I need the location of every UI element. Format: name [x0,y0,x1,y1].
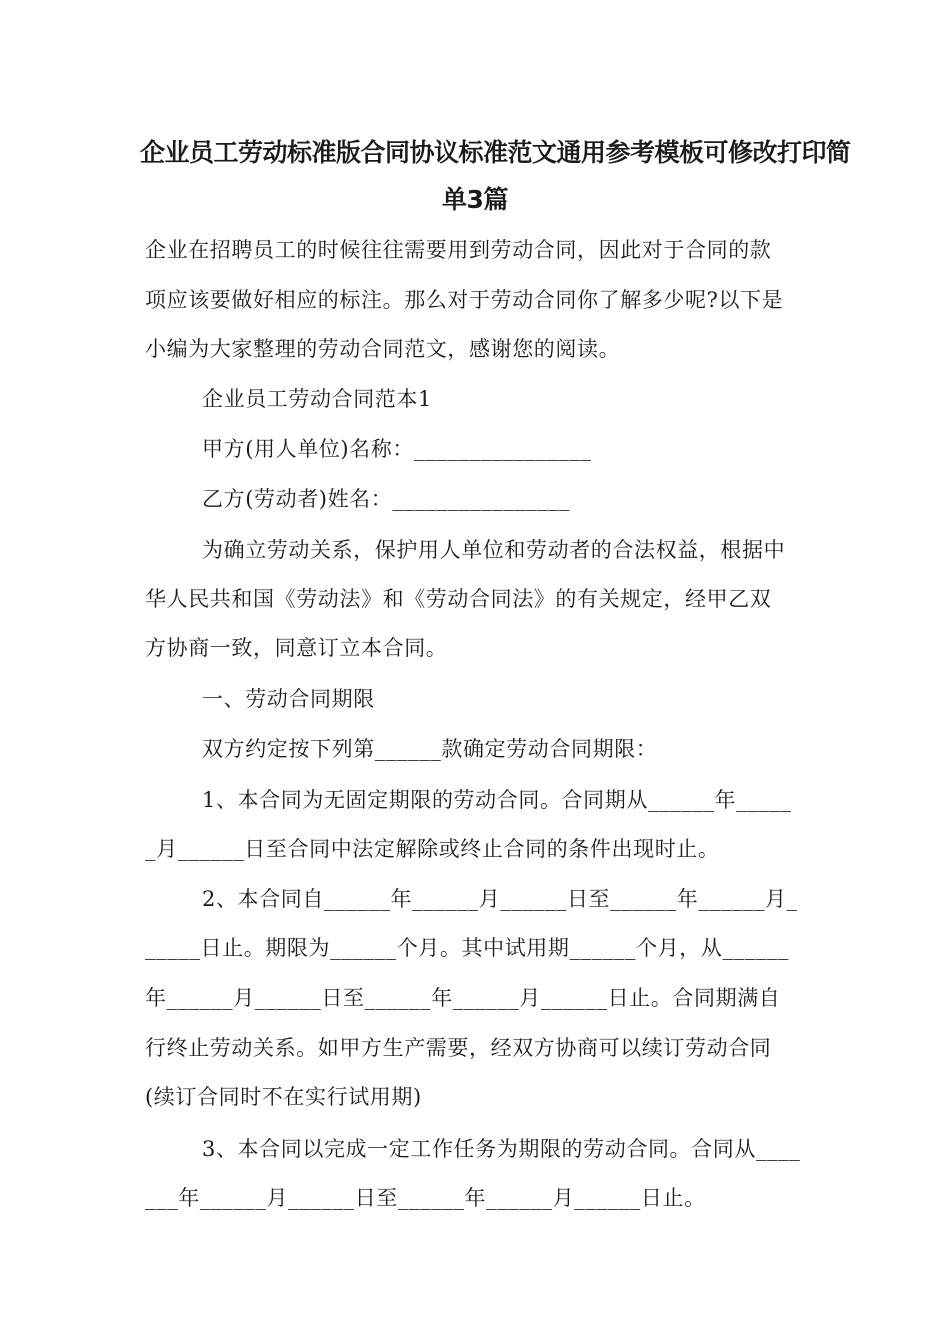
clause-text-line: 行终止劳动关系。如甲方生产需要，经双方协商可以续订劳动合同 [145,1036,772,1060]
clause-text-line: _____日止。期限为______个月。其中试用期______个月，从______ [145,936,790,960]
preamble-paragraph-line: 华人民共和国《劳动法》和《劳动合同法》的有关规定，经甲乙双 [145,587,772,611]
intro-paragraph-line: 企业在招聘员工的时候往往需要用到劳动合同，因此对于合同的款 [145,238,772,262]
preamble-paragraph-line: 方协商一致，同意订立本合同。 [145,636,448,660]
clause-text-line: 年______月______日至______年______月______日止。合同期满自 [145,986,781,1010]
intro-paragraph-line: 项应该要做好相应的标注。那么对于劳动合同你了解多少呢?以下是 [145,288,784,312]
clause-heading: 一、劳动合同期限 [202,687,375,711]
document-title-line-2: 单3篇 [442,185,508,214]
intro-paragraph-line: 小编为大家整理的劳动合同范文，感谢您的阅读。 [145,337,621,361]
party-b-name-line: 乙方(劳动者)姓名：________________ [202,487,570,511]
section-heading: 企业员工劳动合同范本1 [202,387,432,411]
document-title-line-1: 企业员工劳动标准版合同协议标准范文通用参考模板可修改打印简 [140,138,851,167]
clause-text-line: ___年______月______日至______年______月______日止。 [145,1186,706,1210]
clause-text-line: 2、本合同自______年______月______日至______年______月_ [202,887,798,911]
clause-text-line: (续订合同时不在实行试用期) [145,1085,422,1109]
clause-text-line: 3、本合同以完成一定工作任务为期限的劳动合同。合同从____ [202,1137,801,1161]
clause-text-line: 1、本合同为无固定期限的劳动合同。合同期从______年_____ [202,788,792,812]
clause-text-line: 双方约定按下列第______款确定劳动合同期限： [202,737,658,761]
preamble-paragraph-line: 为确立劳动关系，保护用人单位和劳动者的合法权益，根据中 [202,538,786,562]
party-a-name-line: 甲方(用人单位)名称：________________ [202,437,592,461]
clause-text-line: _月______日至合同中法定解除或终止合同的条件出现时止。 [145,837,720,861]
